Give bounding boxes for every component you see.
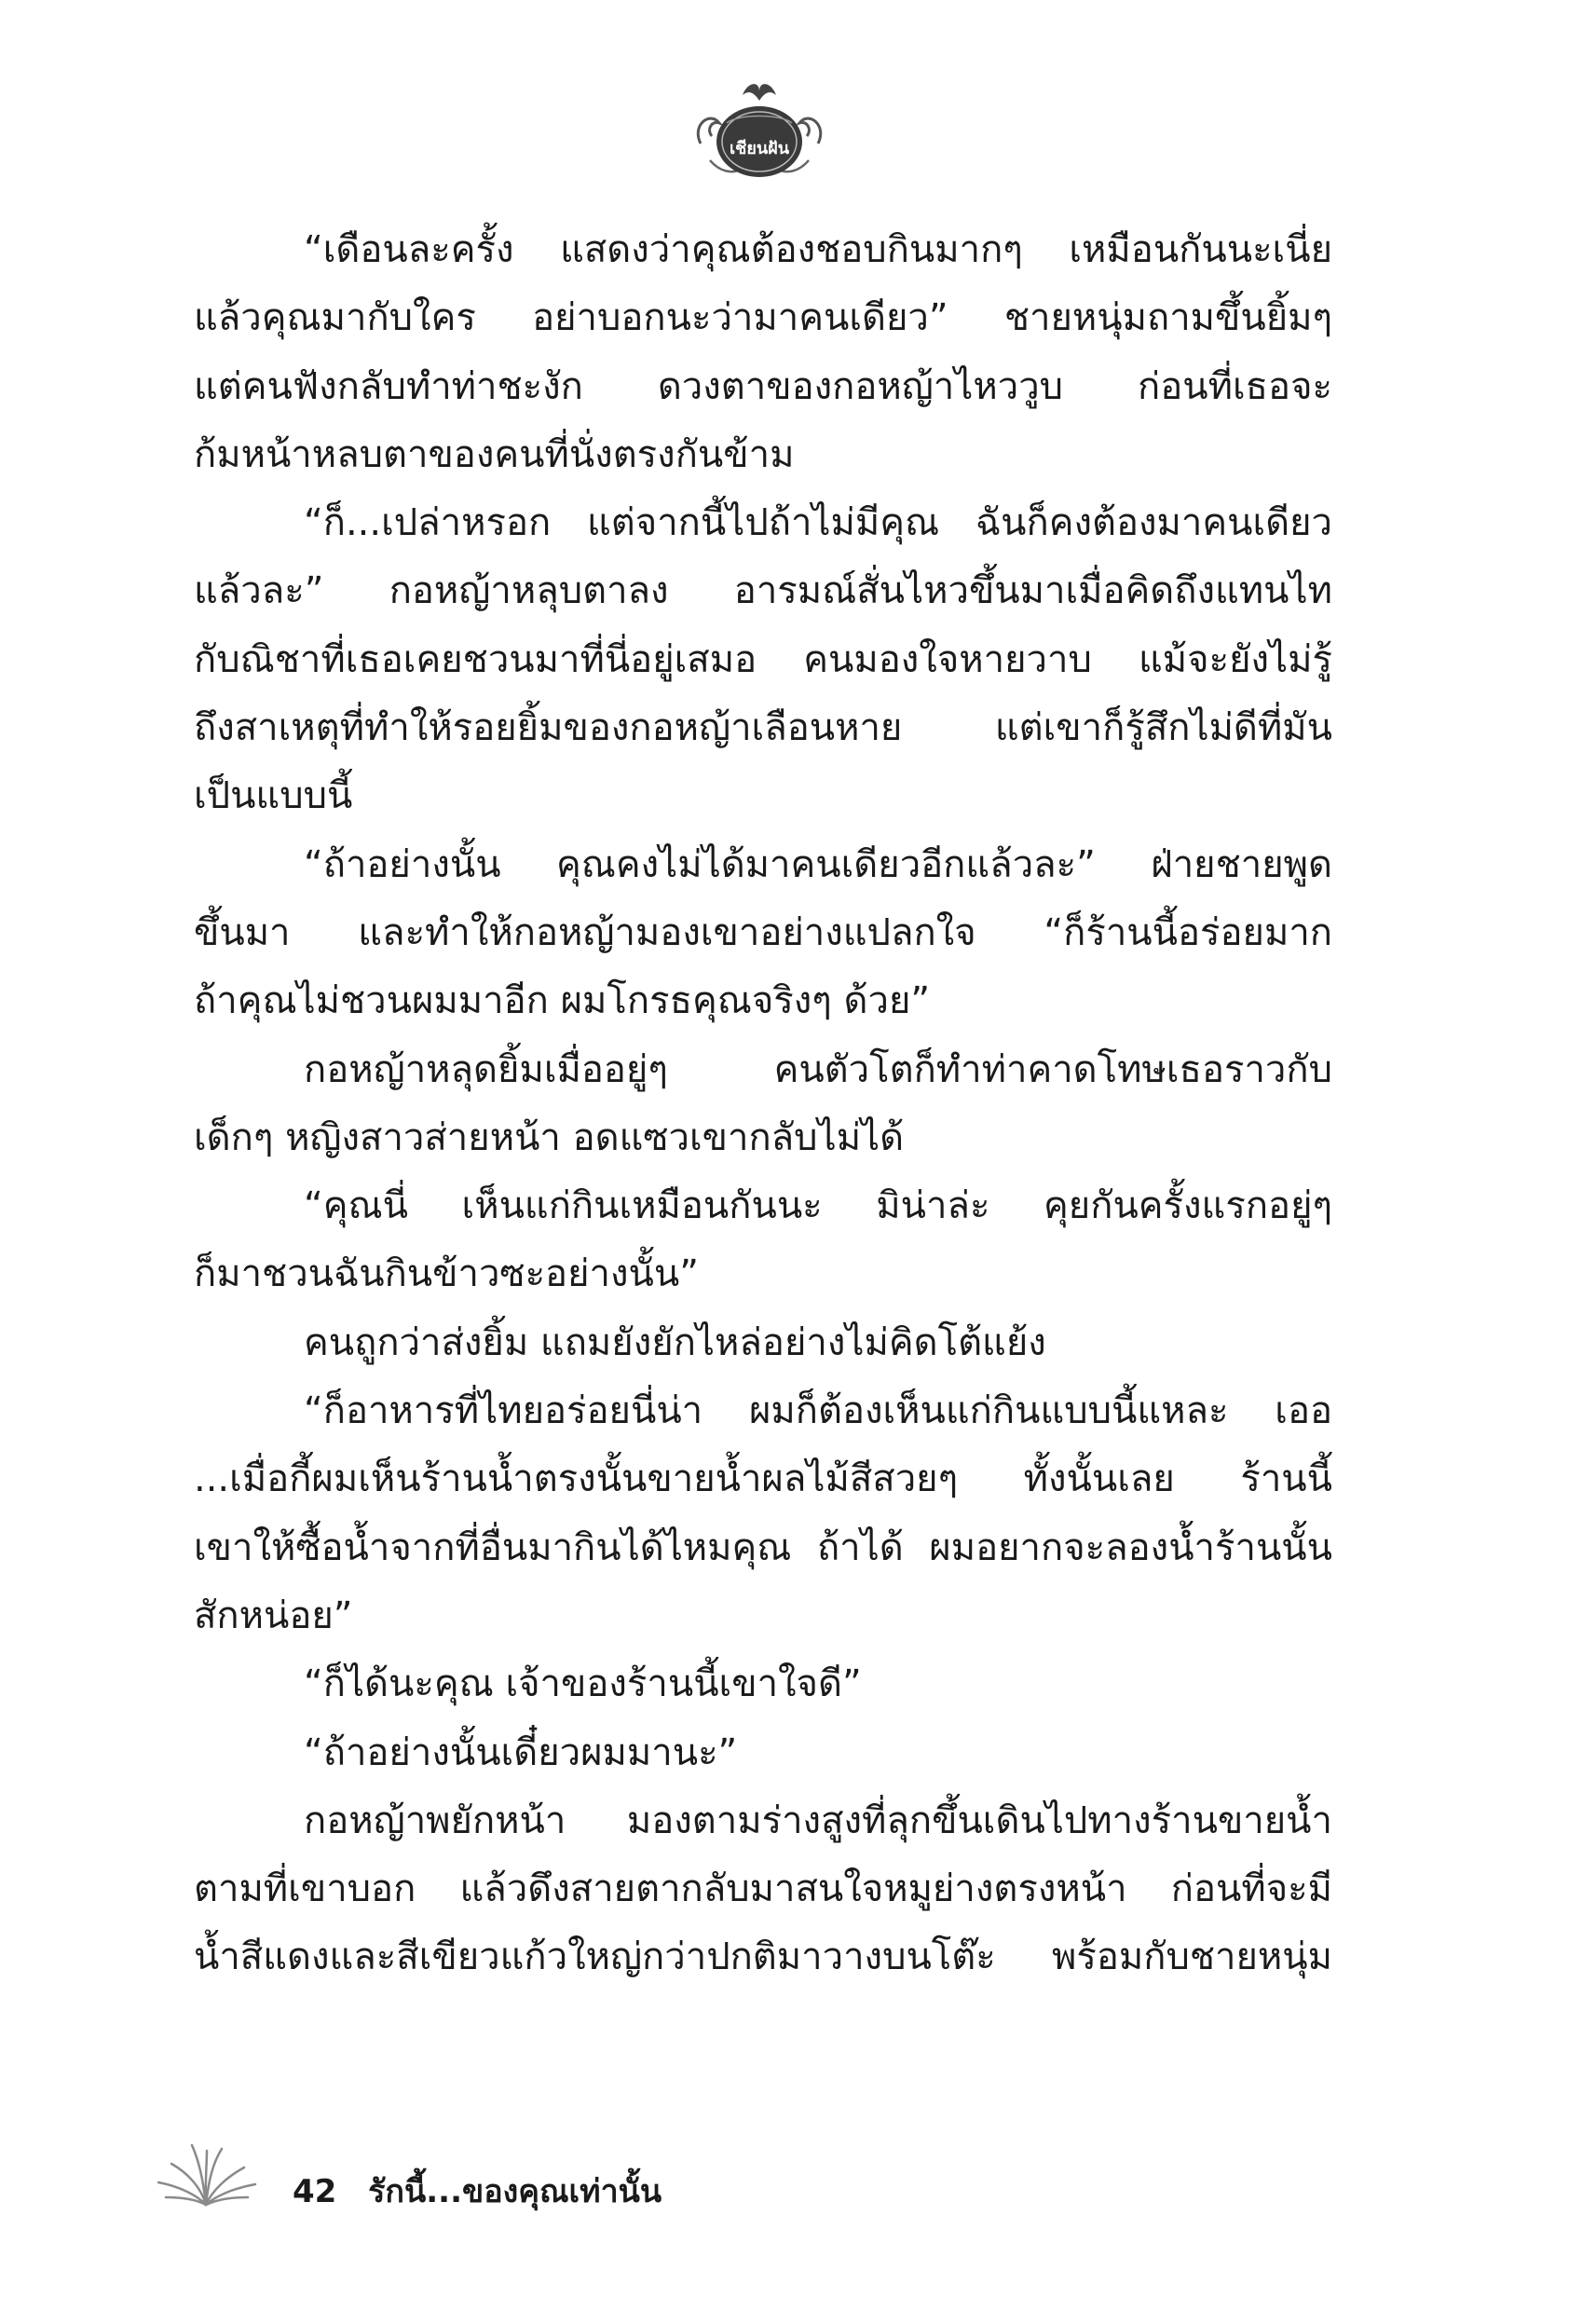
- book-title: รักนี้...ของคุณเท่านั้น: [368, 2173, 662, 2210]
- text-line: “ถ้าอย่างนั้น คุณคงไม่ได้มาคนเดียวอีกแล้วละ” ฝ่ายชายพูด: [304, 842, 1332, 886]
- text-line: “เดือนละครั้ง แสดงว่าคุณต้องชอบกินมากๆ เหมือนกันนะเนี่ย: [304, 228, 1332, 271]
- text-line: แต่คนฟังกลับทำท่าชะงัก ดวงตาของกอหญ้าไหววูบ ก่อนที่เธอจะ: [194, 364, 1332, 408]
- text-line: เด็กๆ หญิงสาวส่ายหน้า อดแซวเขากลับไม่ได้: [194, 1115, 905, 1159]
- text-line: เป็นแบบนี้: [194, 774, 353, 818]
- body-text: [194, 216, 1332, 1992]
- text-line: ก้มหน้าหลบตาของคนที่นั่งตรงกันข้าม: [194, 432, 795, 476]
- text-line: “ก็ได้นะคุณ เจ้าของร้านนี้เขาใจดี”: [304, 1662, 862, 1706]
- text-line: เขาให้ซื้อน้ำจากที่อื่นมากินได้ไหมคุณ ถ้าได้ ผมอยากจะลองน้ำร้านนั้น: [194, 1525, 1332, 1569]
- emblem-text: เชียนฝัน: [729, 139, 790, 158]
- page-number: 42: [293, 2173, 337, 2210]
- text-line: ขึ้นมา และทำให้กอหญ้ามองเขาอย่างแปลกใจ “ก็ร้านนี้อร่อยมาก: [194, 910, 1332, 954]
- text-line: แล้วละ” กอหญ้าหลุบตาลง อารมณ์สั่นไหวขึ้นมาเมื่อคิดถึงแทนไท: [194, 569, 1332, 613]
- footer-text: [293, 2166, 662, 2216]
- text-line: น้ำสีแดงและสีเขียวแก้วใหญ่กว่าปกติมาวางบนโต๊ะ พร้อมกับชายหนุ่ม: [194, 1935, 1332, 1979]
- text-line: กอหญ้าพยักหน้า มองตามร่างสูงที่ลุกขึ้นเดินไปทางร้านขายน้ำ: [304, 1798, 1332, 1842]
- text-line: “ก็...เปล่าหรอก แต่จากนี้ไปถ้าไม่มีคุณ ฉันก็คงต้องมาคนเดียว: [304, 501, 1332, 545]
- publisher-emblem: [691, 78, 827, 185]
- text-line: ถ้าคุณไม่ชวนผมมาอีก ผมโกรธคุณจริงๆ ด้วย”: [194, 979, 931, 1023]
- text-line: ...เมื่อกี้ผมเห็นร้านน้ำตรงนั้นขายน้ำผลไม้สีสวยๆ ทั้งนั้นเลย ร้านนี้: [194, 1457, 1332, 1501]
- text-line: “ถ้าอย่างนั้นเดี๋ยวผมมานะ”: [304, 1730, 738, 1774]
- text-line: “คุณนี่ เห็นแก่กินเหมือนกันนะ มิน่าล่ะ คุยกันครั้งแรกอยู่ๆ: [304, 1184, 1332, 1228]
- text-line: แล้วคุณมากับใคร อย่าบอกนะว่ามาคนเดียว” ชายหนุ่มถามขึ้นยิ้มๆ: [194, 296, 1332, 340]
- text-line: ตามที่เขาบอก แล้วดึงสายตากลับมาสนใจหมูย่างตรงหน้า ก่อนที่จะมี: [194, 1867, 1332, 1911]
- text-line: กอหญ้าหลุดยิ้มเมื่ออยู่ๆ คนตัวโตก็ทำท่าคาดโทษเธอราวกับ: [304, 1047, 1332, 1091]
- text-line: กับณิชาที่เธอเคยชวนมาที่นี่อยู่เสมอ คนมองใจหายวาบ แม้จะยังไม่รู้: [194, 637, 1332, 681]
- grass-icon: [155, 2143, 257, 2208]
- text-line: คนถูกว่าส่งยิ้ม แถมยังยักไหล่อย่างไม่คิดโต้แย้ง: [304, 1320, 1046, 1364]
- text-line: ก็มาชวนฉันกินข้าวซะอย่างนั้น”: [194, 1252, 699, 1296]
- text-line: สักหน่อย”: [194, 1593, 353, 1637]
- text-line: ถึงสาเหตุที่ทำให้รอยยิ้มของกอหญ้าเลือนหาย แต่เขาก็รู้สึกไม่ดีที่มัน: [194, 706, 1332, 750]
- text-line: “ก็อาหารที่ไทยอร่อยนี่น่า ผมก็ต้องเห็นแก่กินแบบนี้แหละ เออ: [304, 1389, 1332, 1433]
- ornament-icon: [691, 78, 827, 185]
